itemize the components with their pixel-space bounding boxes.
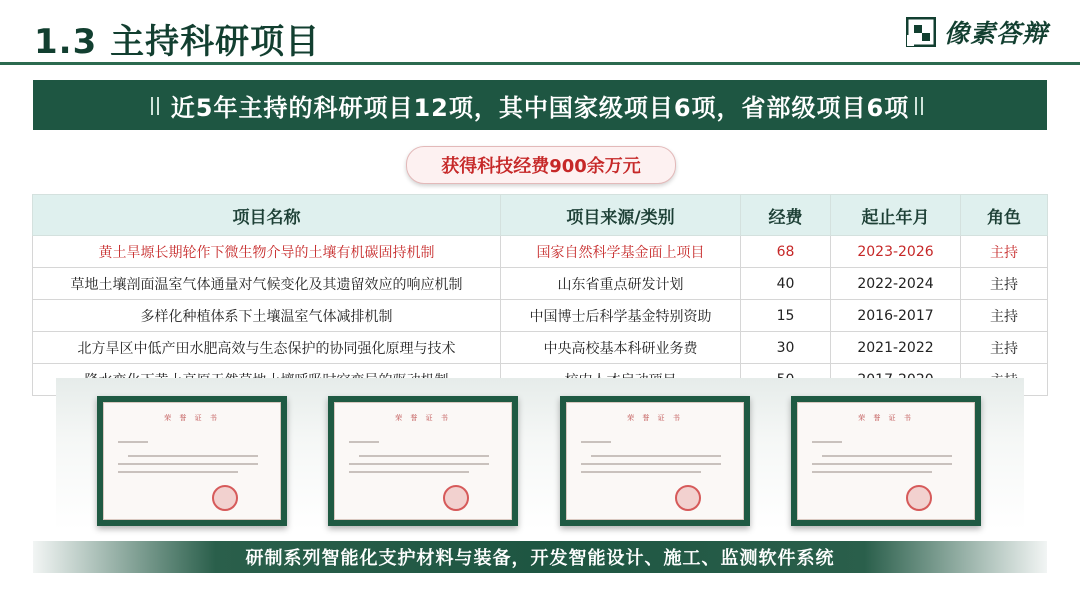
column-header-period: 起止年月 xyxy=(831,195,961,236)
certificate-title: 荣 誉 证 书 xyxy=(858,414,914,422)
seal-icon xyxy=(212,485,238,511)
cell-funding: 68 xyxy=(741,236,831,268)
cell-funding: 40 xyxy=(741,268,831,300)
table-row xyxy=(33,268,1048,300)
brand-logo xyxy=(906,14,1048,50)
cell-role: 主持 xyxy=(961,268,1048,300)
certificate-image xyxy=(791,396,981,526)
table-row xyxy=(33,300,1048,332)
cell-role: 主持 xyxy=(961,300,1048,332)
cell-source: 中央高校基本科研业务费 xyxy=(501,332,741,364)
cell-funding: 30 xyxy=(741,332,831,364)
certificate-image xyxy=(560,396,750,526)
seal-icon xyxy=(675,485,701,511)
banner-right-bars-icon xyxy=(915,97,929,115)
funding-pill xyxy=(406,146,676,184)
table-row xyxy=(33,236,1048,268)
certificate-title: 荣 誉 证 书 xyxy=(627,414,683,422)
projects-table xyxy=(32,194,1047,396)
cell-source: 山东省重点研发计划 xyxy=(501,268,741,300)
certificate-image xyxy=(328,396,518,526)
seal-icon xyxy=(906,485,932,511)
cell-role: 主持 xyxy=(961,332,1048,364)
column-header-role: 角色 xyxy=(961,195,1048,236)
seal-icon xyxy=(443,485,469,511)
cell-period: 2021-2022 xyxy=(831,332,961,364)
cell-source: 国家自然科学基金面上项目 xyxy=(501,236,741,268)
table-row xyxy=(33,332,1048,364)
logo-icon xyxy=(906,17,936,47)
column-header-funding: 经费 xyxy=(741,195,831,236)
cell-period: 2023-2026 xyxy=(831,236,961,268)
cell-project-name: 草地土壤剖面温室气体通量对气候变化及其遗留效应的响应机制 xyxy=(33,268,501,300)
footer-banner xyxy=(33,541,1047,573)
column-header-name: 项目名称 xyxy=(33,195,501,236)
certificate-title: 荣 誉 证 书 xyxy=(395,414,451,422)
funding-text: 获得科技经费900余万元 xyxy=(441,156,641,177)
certificate-title: 荣 誉 证 书 xyxy=(164,414,220,422)
cell-period: 2022-2024 xyxy=(831,268,961,300)
cell-project-name: 黄土旱塬长期轮作下微生物介导的土壤有机碳固持机制 xyxy=(33,236,501,268)
footer-text: 研制系列智能化支护材料与装备，开发智能设计、施工、监测软件系统 xyxy=(245,548,835,569)
logo-text: 像素答辩 xyxy=(943,19,1048,48)
cell-role: 主持 xyxy=(961,236,1048,268)
summary-banner xyxy=(33,80,1047,130)
banner-text: 近5年主持的科研项目12项，其中国家级项目6项，省部级项目6项 xyxy=(170,93,910,122)
banner-left-bars-icon xyxy=(151,97,165,115)
certificate-image xyxy=(97,396,287,526)
page-title: 1.3 主持科研项目 xyxy=(34,22,321,62)
cell-project-name: 多样化种植体系下土壤温室气体减排机制 xyxy=(33,300,501,332)
cell-funding: 15 xyxy=(741,300,831,332)
column-header-source: 项目来源/类别 xyxy=(501,195,741,236)
header-divider xyxy=(0,62,1080,65)
cell-source: 中国博士后科学基金特别资助 xyxy=(501,300,741,332)
cell-period: 2016-2017 xyxy=(831,300,961,332)
cell-project-name: 北方旱区中低产田水肥高效与生态保护的协同强化原理与技术 xyxy=(33,332,501,364)
table-header-row xyxy=(33,195,1048,236)
